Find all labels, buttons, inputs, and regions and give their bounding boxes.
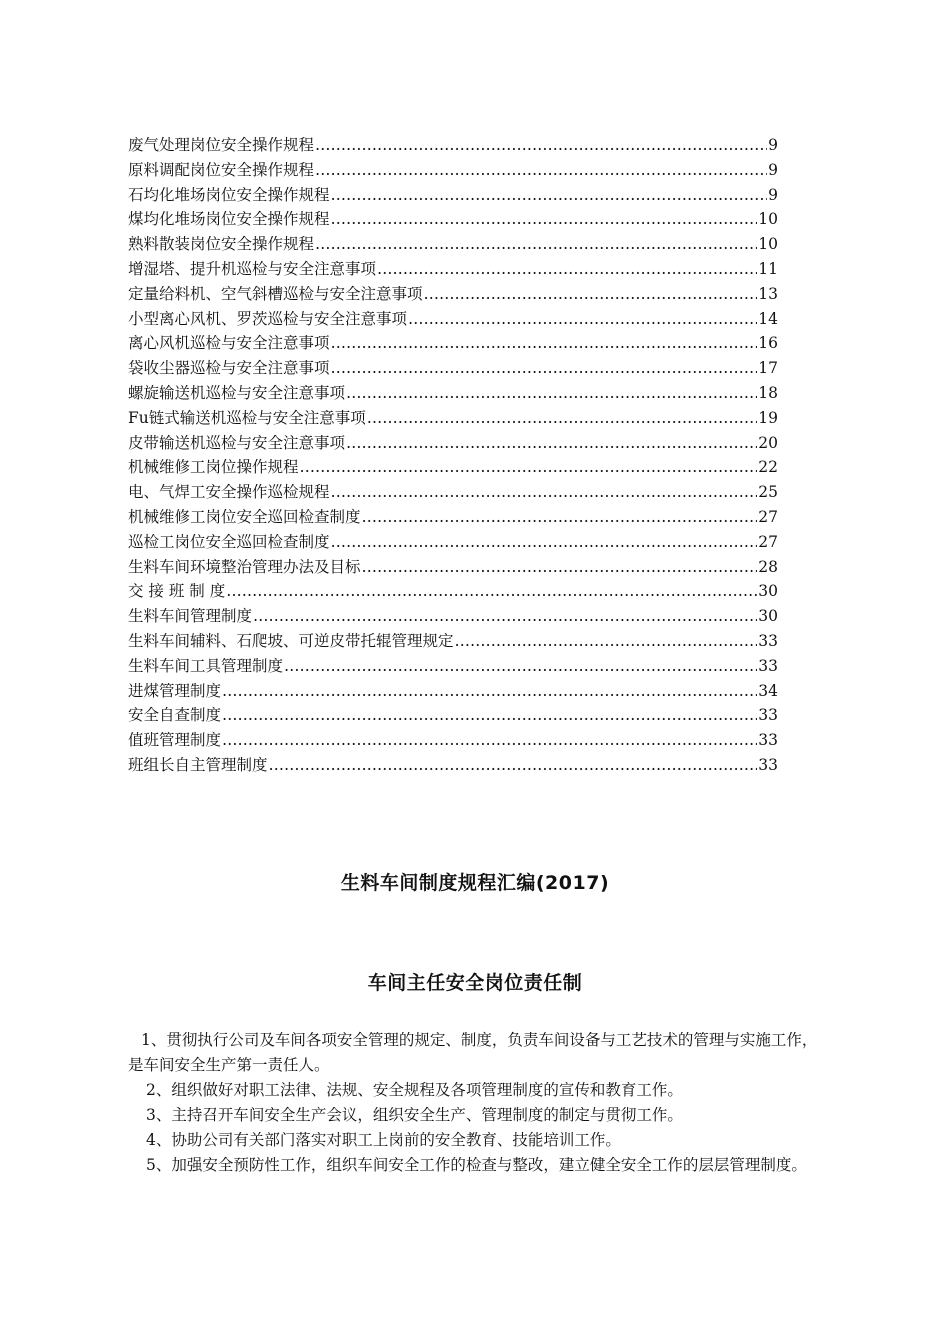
toc-leader-dots <box>377 257 757 282</box>
toc-entry[interactable] <box>128 381 778 406</box>
toc-entry[interactable] <box>128 555 778 580</box>
toc-entry[interactable] <box>128 480 778 505</box>
toc-leader-dots <box>455 629 758 654</box>
toc-entry[interactable] <box>128 406 778 431</box>
toc-entry-title: 小型离心风机、罗茨巡检与安全注意事项 <box>128 309 408 328</box>
body-paragraph: 5、加强安全预防性工作，组织车间安全工作的检查与整改，建立健全安全工作的层层管理制度。 <box>146 1156 807 1174</box>
toc-leader-dots <box>284 654 757 679</box>
toc-entry[interactable] <box>128 505 778 530</box>
toc-entry[interactable] <box>128 158 778 183</box>
toc-entry[interactable] <box>128 183 778 208</box>
section-title: 车间主任安全岗位责任制 <box>367 972 583 994</box>
toc-entry-title: Fu链式输送机巡检与安全注意事项 <box>128 408 366 427</box>
toc-entry-title: 巡检工岗位安全巡回检查制度 <box>128 532 330 551</box>
toc-leader-dots <box>222 703 757 728</box>
toc-entry-title: 石均化堆场岗位安全操作规程 <box>128 185 330 204</box>
body-paragraph: 3、主持召开车间安全生产会议，组织安全生产、管理制度的制定与贯彻工作。 <box>146 1106 683 1124</box>
toc-entry-page: 9 <box>768 185 778 204</box>
toc-entry[interactable] <box>128 257 778 282</box>
toc-entry[interactable] <box>128 604 778 629</box>
toc-entry[interactable] <box>128 579 778 604</box>
toc-entry-page: 33 <box>758 755 778 774</box>
toc-entry-title: 皮带输送机巡检与安全注意事项 <box>128 433 346 452</box>
toc-entry-title: 生料车间环境整治管理办法及目标 <box>128 557 361 576</box>
toc-entry[interactable] <box>128 728 778 753</box>
toc-entry-page: 34 <box>758 681 778 700</box>
toc-leader-dots <box>315 232 757 257</box>
body-paragraph: 2、组织做好对职工法律、法规、安全规程及各项管理制度的宣传和教育工作。 <box>146 1081 683 1099</box>
toc-leader-dots <box>367 406 758 431</box>
toc-leader-dots <box>222 679 757 704</box>
toc-entry-page: 27 <box>758 507 778 526</box>
toc-entry-title: 生料车间辅料、石爬坡、可逆皮带托辊管理规定 <box>128 631 454 650</box>
body-paragraph: 4、协助公司有关部门落实对职工上岗前的安全教育、技能培训工作。 <box>146 1131 621 1149</box>
toc-entry-page: 30 <box>758 582 778 601</box>
toc-leader-dots <box>269 753 758 778</box>
toc-entry-page: 19 <box>758 408 778 427</box>
toc-entry-page: 18 <box>758 383 778 402</box>
section-body <box>128 1028 822 1178</box>
table-of-contents <box>128 133 778 778</box>
toc-leader-dots <box>331 183 768 208</box>
toc-leader-dots <box>300 455 758 480</box>
body-paragraph: 1、贯彻执行公司及车间各项安全管理的规定、制度，负责车间设备与工艺技术的管理与实施工作，是车间安全生产第一责任人。 <box>128 1031 818 1074</box>
toc-entry[interactable] <box>128 331 778 356</box>
toc-leader-dots <box>408 307 757 332</box>
toc-entry-title: 交 接 班 制 度 <box>128 582 226 601</box>
toc-entry-title: 煤均化堆场岗位安全操作规程 <box>128 210 330 229</box>
toc-entry-page: 33 <box>758 706 778 725</box>
toc-entry-title: 电、气焊工安全操作巡检规程 <box>128 483 330 502</box>
toc-entry[interactable] <box>128 629 778 654</box>
toc-entry-title: 废气处理岗位安全操作规程 <box>128 136 315 154</box>
toc-leader-dots <box>331 207 758 232</box>
toc-entry[interactable] <box>128 207 778 232</box>
toc-entry-page: 33 <box>758 656 778 675</box>
toc-entry-title: 进煤管理制度 <box>128 681 222 700</box>
toc-entry-page: 33 <box>758 731 778 750</box>
toc-entry-page: 17 <box>758 359 778 378</box>
toc-entry[interactable] <box>128 431 778 456</box>
toc-leader-dots <box>346 431 757 456</box>
toc-entry-page: 11 <box>758 259 778 278</box>
toc-entry[interactable] <box>128 133 778 158</box>
toc-entry[interactable] <box>128 703 778 728</box>
toc-leader-dots <box>331 356 758 381</box>
toc-entry-title: 机械维修工岗位安全巡回检查制度 <box>128 507 361 526</box>
toc-entry-page: 28 <box>758 557 778 576</box>
toc-entry[interactable] <box>128 282 778 307</box>
toc-entry-page: 9 <box>768 136 778 154</box>
toc-entry[interactable] <box>128 654 778 679</box>
toc-entry-title: 机械维修工岗位操作规程 <box>128 458 299 477</box>
toc-entry-title: 生料车间管理制度 <box>128 607 253 626</box>
toc-entry-page: 10 <box>758 210 778 229</box>
toc-entry-title: 定量给料机、空气斜槽巡检与安全注意事项 <box>128 284 423 303</box>
toc-entry-title: 生料车间工具管理制度 <box>128 656 284 675</box>
toc-entry-title: 螺旋输送机巡检与安全注意事项 <box>128 383 346 402</box>
toc-entry[interactable] <box>128 753 778 778</box>
toc-entry-page: 20 <box>758 433 778 452</box>
toc-leader-dots <box>331 331 758 356</box>
toc-leader-dots <box>315 133 767 158</box>
toc-entry-title: 值班管理制度 <box>128 731 222 750</box>
toc-entry-title: 熟料散装岗位安全操作规程 <box>128 235 315 254</box>
toc-leader-dots <box>362 505 758 530</box>
toc-leader-dots <box>346 381 757 406</box>
toc-leader-dots <box>222 728 757 753</box>
document-main-title: 生料车间制度规程汇编(2017) <box>340 872 610 894</box>
toc-leader-dots <box>331 480 758 505</box>
toc-entry-page: 9 <box>768 160 778 179</box>
toc-entry-page: 13 <box>758 284 778 303</box>
toc-entry-page: 16 <box>758 334 778 353</box>
toc-leader-dots <box>362 555 758 580</box>
toc-entry-page: 10 <box>758 235 778 254</box>
toc-entry-page: 25 <box>758 483 778 502</box>
toc-leader-dots <box>424 282 758 307</box>
toc-entry-title: 离心风机巡检与安全注意事项 <box>128 334 330 353</box>
toc-entry-page: 30 <box>758 607 778 626</box>
toc-entry-title: 安全自查制度 <box>128 706 222 725</box>
toc-entry-title: 袋收尘器巡检与安全注意事项 <box>128 359 330 378</box>
toc-entry-page: 22 <box>758 458 778 477</box>
toc-entry[interactable] <box>128 455 778 480</box>
toc-entry-title: 班组长自主管理制度 <box>128 755 268 774</box>
toc-entry[interactable] <box>128 232 778 257</box>
toc-entry-title: 增湿塔、提升机巡检与安全注意事项 <box>128 259 377 278</box>
toc-leader-dots <box>331 530 758 555</box>
toc-entry[interactable] <box>128 307 778 332</box>
toc-leader-dots <box>226 579 757 604</box>
toc-entry[interactable] <box>128 356 778 381</box>
toc-entry-page: 27 <box>758 532 778 551</box>
toc-entry-page: 14 <box>758 309 778 328</box>
toc-leader-dots <box>315 158 767 183</box>
toc-leader-dots <box>253 604 757 629</box>
toc-entry[interactable] <box>128 530 778 555</box>
toc-entry-title: 原料调配岗位安全操作规程 <box>128 160 315 179</box>
toc-entry-page: 33 <box>758 631 778 650</box>
toc-entry[interactable] <box>128 679 778 704</box>
